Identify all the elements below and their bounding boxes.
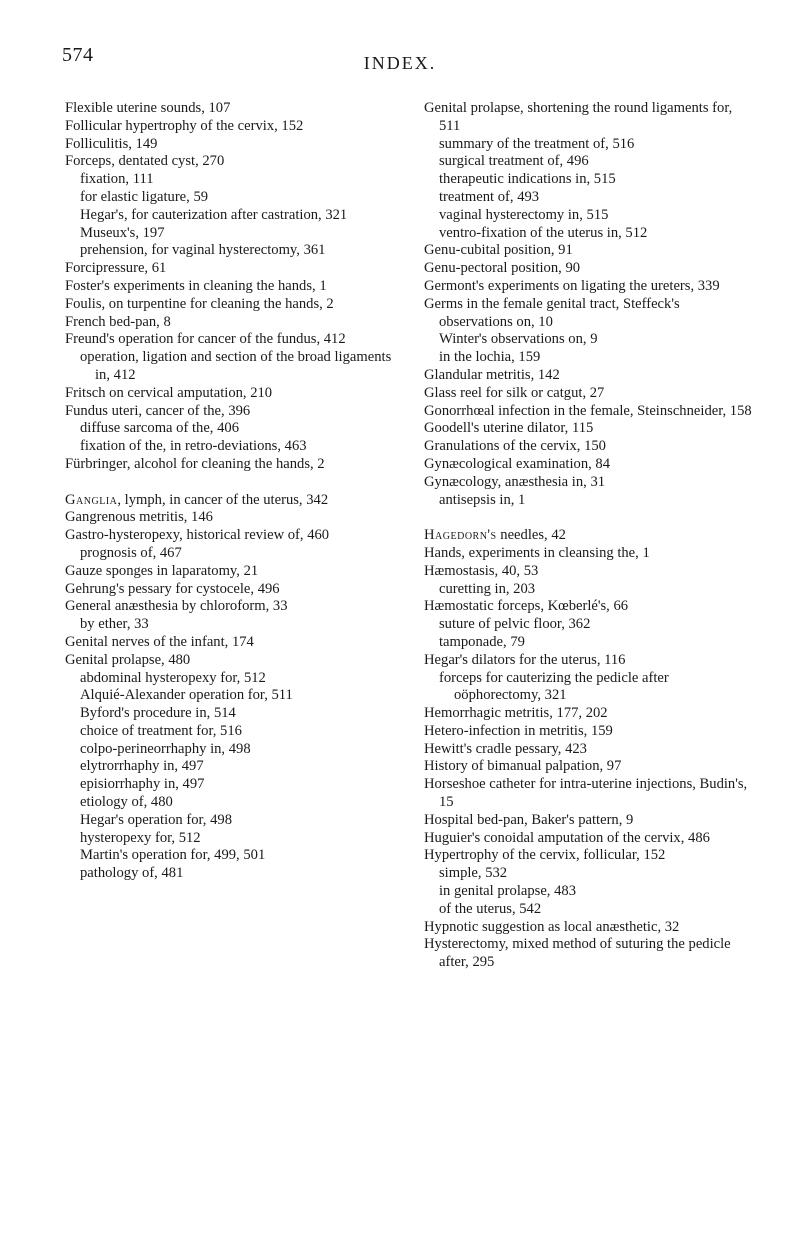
index-entry: Gastro-hysteropexy, historical review of, 460 <box>65 527 330 544</box>
index-entry: Gangrenous metritis, 146 <box>65 509 213 526</box>
index-subentry: therapeutic indications in, 515 <box>439 171 616 188</box>
index-entry: French bed-pan, 8 <box>65 313 171 330</box>
index-entry <box>424 527 756 545</box>
index-subentry: treatment of, 493 <box>439 188 540 205</box>
index-subentry: hysteropexy for, 512 <box>80 829 201 846</box>
index-entry: Genital nerves of the infant, 174 <box>65 633 254 650</box>
index-entry: Hæmostatic forceps, Kœberlé's, 66 <box>424 598 629 615</box>
index-entry: Granulations of the cervix, 150 <box>424 438 606 455</box>
index-subentry: for elastic ligature, 59 <box>80 188 209 205</box>
index-entry: Glandular metritis, 142 <box>424 366 560 383</box>
index-entry: Foster's experiments in cleaning the hands, 1 <box>65 277 327 294</box>
index-subentry: in the lochia, 159 <box>439 349 541 366</box>
index-subentry: summary of the treatment of, 516 <box>439 135 635 152</box>
index-entry: Genu-pectoral position, 90 <box>424 260 581 277</box>
index-entry: Follicular hypertrophy of the cervix, 152 <box>65 117 304 134</box>
index-entry: Gauze sponges in laparatomy, 21 <box>65 562 259 579</box>
index-entry: Gynæcology, anæsthesia in, 31 <box>424 473 606 490</box>
index-entry: Hypertrophy of the cervix, follicular, 152 <box>424 847 666 864</box>
index-subentry: ventro-fixation of the uterus in, 512 <box>439 224 648 241</box>
index-subentry: Martin's operation for, 499, 501 <box>80 847 266 864</box>
index-subentry: surgical treatment of, 496 <box>439 153 589 170</box>
index-entry: Horseshoe catheter for intra-uterine injections, Budin's, 15 <box>424 776 748 811</box>
small-caps-lead: Hagedorn's <box>424 527 497 544</box>
index-subentry: forceps for cauterizing the pedicle after oöphorectomy, 321 <box>439 669 669 704</box>
index-entry: Hysterectomy, mixed method of suturing the pedicle after, 295 <box>424 936 731 971</box>
index-entry: Folliculitis, 149 <box>65 135 158 152</box>
index-entry: Hospital bed-pan, Baker's pattern, 9 <box>424 811 634 828</box>
index-subentry: episiorrhaphy in, 497 <box>80 776 205 793</box>
index-subentry: Museux's, 197 <box>80 224 165 241</box>
index-entry: Forcipressure, 61 <box>65 260 167 277</box>
page-number: 574 <box>62 44 94 66</box>
index-entry: Hetero-infection in metritis, 159 <box>424 722 613 739</box>
index-entry: Germont's experiments on ligating the ureters, 339 <box>424 277 720 294</box>
index-entry-text: needles, 42 <box>496 527 566 544</box>
index-subentry: Winter's observations on, 9 <box>439 331 598 348</box>
index-entry: Fürbringer, alcohol for cleaning the hands, 2 <box>65 455 325 472</box>
index-entry-text: , lymph, in cancer of the uterus, 342 <box>117 491 329 508</box>
index-entry: Freund's operation for cancer of the fundus, 412 <box>65 331 346 348</box>
index-entry: Glass reel for silk or catgut, 27 <box>424 384 605 401</box>
index-entry: Hemorrhagic metritis, 177, 202 <box>424 705 608 722</box>
index-subentry: Alquié-Alexander operation for, 511 <box>80 687 293 704</box>
index-entry <box>65 492 395 510</box>
index-entry: Hegar's dilators for the uterus, 116 <box>424 651 626 668</box>
index-subentry: suture of pelvic floor, 362 <box>439 616 591 633</box>
index-subentry: curetting in, 203 <box>439 580 536 597</box>
index-subentry: pathology of, 481 <box>80 865 184 882</box>
index-subentry: simple, 532 <box>439 865 508 882</box>
index-subentry: choice of treatment for, 516 <box>80 722 242 739</box>
index-subentry: abdominal hysteropexy for, 512 <box>80 669 266 686</box>
index-subentry: by ether, 33 <box>80 616 149 633</box>
index-column-left <box>65 100 395 883</box>
index-entry: Fundus uteri, cancer of the, 396 <box>65 402 251 419</box>
index-entry: Gynæcological examination, 84 <box>424 455 611 472</box>
index-entry: Gonorrhœal infection in the female, Steinschneider, 158 <box>424 402 752 419</box>
index-subentry: colpo-perineorrhaphy in, 498 <box>80 740 251 757</box>
index-subentry: vaginal hysterectomy in, 515 <box>439 206 609 223</box>
index-subentry: of the uterus, 542 <box>439 900 542 917</box>
index-subentry: prognosis of, 467 <box>80 544 182 561</box>
index-entry: Hewitt's cradle pessary, 423 <box>424 740 587 757</box>
index-column-right <box>424 100 756 972</box>
index-subentry: in genital prolapse, 483 <box>439 883 576 900</box>
running-head: INDEX. <box>363 53 437 73</box>
small-caps-lead: Ganglia <box>65 491 118 508</box>
index-entry: General anæsthesia by chloroform, 33 <box>65 598 288 615</box>
index-entry: Genu-cubital position, 91 <box>424 242 573 259</box>
index-entry: Foulis, on turpentine for cleaning the hands, 2 <box>65 295 334 312</box>
index-subentry: operation, ligation and section of the broad ligaments in, 412 <box>80 349 392 383</box>
index-subentry: antisepsis in, 1 <box>439 491 526 508</box>
index-subentry: Byford's procedure in, 514 <box>80 705 236 722</box>
index-entry: Hæmostasis, 40, 53 <box>424 562 539 579</box>
index-subentry: etiology of, 480 <box>80 794 173 811</box>
index-entry: Flexible uterine sounds, 107 <box>65 100 231 116</box>
index-subentry: fixation of the, in retro-deviations, 463 <box>80 438 307 455</box>
index-entry: Gehrung's pessary for cystocele, 496 <box>65 580 280 597</box>
index-entry: Forceps, dentated cyst, 270 <box>65 153 225 170</box>
index-entry: Fritsch on cervical amputation, 210 <box>65 384 273 401</box>
index-entry: Hands, experiments in cleansing the, 1 <box>424 544 650 561</box>
index-entry: Genital prolapse, shortening the round ligaments for, 511 <box>424 100 733 134</box>
index-subentry: fixation, 111 <box>80 171 154 188</box>
index-subentry: prehension, for vaginal hysterectomy, 361 <box>80 242 326 259</box>
index-entry: Goodell's uterine dilator, 115 <box>424 420 594 437</box>
index-entry: History of bimanual palpation, 97 <box>424 758 622 775</box>
index-subentry: Hegar's, for cauterization after castration, 321 <box>80 206 348 223</box>
index-entry: Genital prolapse, 480 <box>65 651 191 668</box>
index-subentry: elytrorrhaphy in, 497 <box>80 758 204 775</box>
index-subentry: diffuse sarcoma of the, 406 <box>80 420 239 437</box>
index-entry: Germs in the female genital tract, Steffeck's observations on, 10 <box>424 295 680 330</box>
index-subentry: Hegar's operation for, 498 <box>80 811 232 828</box>
index-entry: Hypnotic suggestion as local anæsthetic, 32 <box>424 918 680 935</box>
index-entry: Huguier's conoidal amputation of the cervix, 486 <box>424 829 710 846</box>
index-subentry: tamponade, 79 <box>439 633 525 650</box>
